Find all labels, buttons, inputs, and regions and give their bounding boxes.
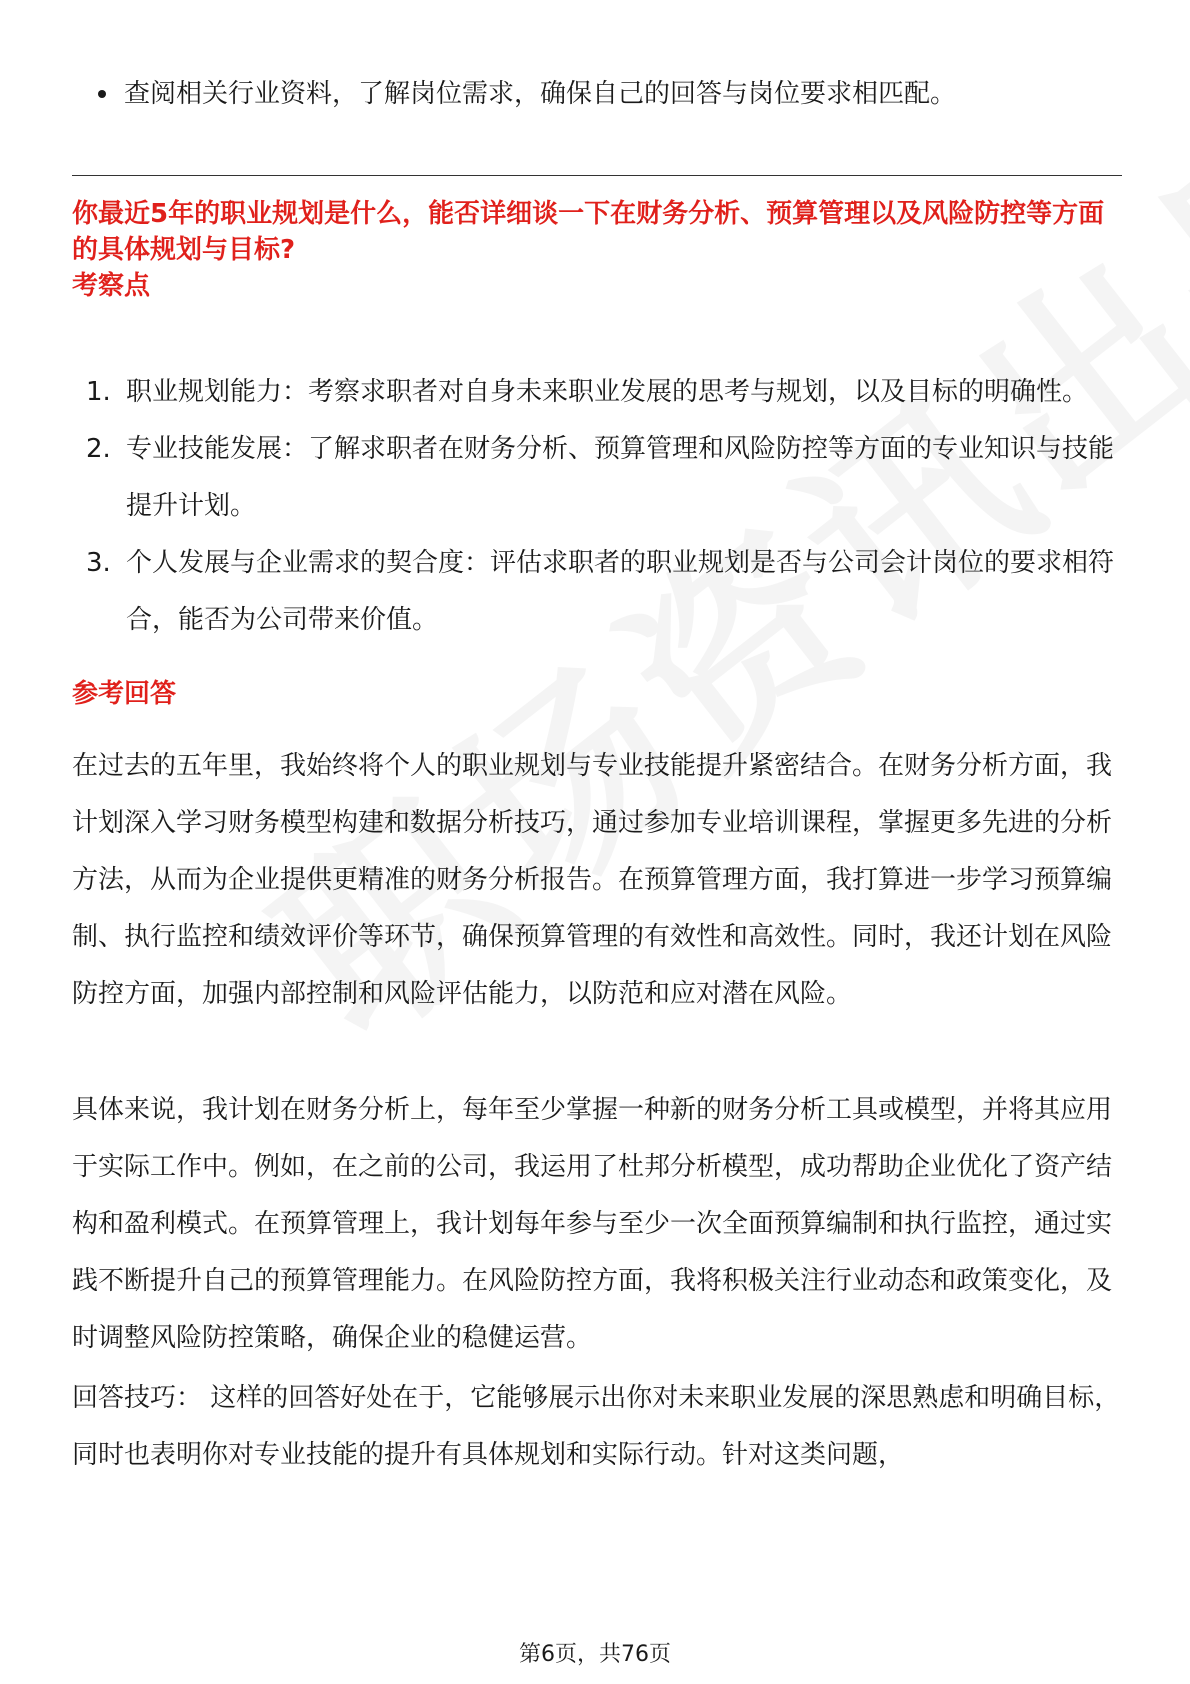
exam-points-title: 考察点 [72,271,151,301]
exam-points-list [86,364,1122,649]
question-heading: 你最近5年的职业规划是什么，能否详细谈一下在财务分析、预算管理以及风险防控等方面的具体规划与目标? [72,199,1105,265]
item-text: 职业规划能力：考察求职者对自身未来职业发展的思考与规划，以及目标的明确性。 [126,377,1089,407]
list-item [86,364,1122,421]
answer-tips-paragraph: 回答技巧： 这样的回答好处在于，它能够展示出你对未来职业发展的深思熟虑和明确目标，同时也表明你对专业技能的提升有具体规划和实际行动。针对这类问题， [72,1383,1121,1470]
bullet-list [98,74,1118,114]
item-number: 3. [86,548,111,578]
item-text: 专业技能发展：了解求职者在财务分析、预算管理和风险防控等方面的专业知识与技能提升计划。 [126,434,1115,521]
answer-paragraph-2: 具体来说，我计划在财务分析上，每年至少掌握一种新的财务分析工具或模型，并将其应用于实际工作中。例如，在之前的公司，我运用了杜邦分析模型，成功帮助企业优化了资产结构和盈利模式。在预算管理上，我计划每年参与至少一次全面预算编制和执行监控，通过实践不断提升自己的预算管理能力。在风险防控方面，我将积极关注行业动态和政策变化，及时调整风险防控策略，确保企业的稳健运营。 [72,1095,1113,1353]
reference-answer-title: 参考回答 [72,679,177,709]
answer-paragraph-1: 在过去的五年里，我始终将个人的职业规划与专业技能提升紧密结合。在财务分析方面，我计划深入学习财务模型构建和数据分析技巧，通过参加专业培训课程，掌握更多先进的分析方法，从而为企业提供更精准的财务分析报告。在预算管理方面，我打算进一步学习预算编制、执行监控和绩效评价等环节，确保预算管理的有效性和高效性。同时，我还计划在风险防控方面，加强内部控制和风险评估能力，以防范和应对潜在风险。 [72,751,1113,1009]
list-item [86,421,1122,535]
item-number: 1. [86,377,111,407]
page-footer: 第6页，共76页 [519,1642,671,1667]
item-text: 个人发展与企业需求的契合度：评估求职者的职业规划是否与公司会计岗位的要求相符合，能否为公司带来价值。 [126,548,1115,635]
bullet-item: 查阅相关行业资料，了解岗位需求，确保自己的回答与岗位要求相匹配。 [98,74,1118,114]
divider [72,175,1122,176]
item-number: 2. [86,434,111,464]
list-item [86,535,1122,649]
